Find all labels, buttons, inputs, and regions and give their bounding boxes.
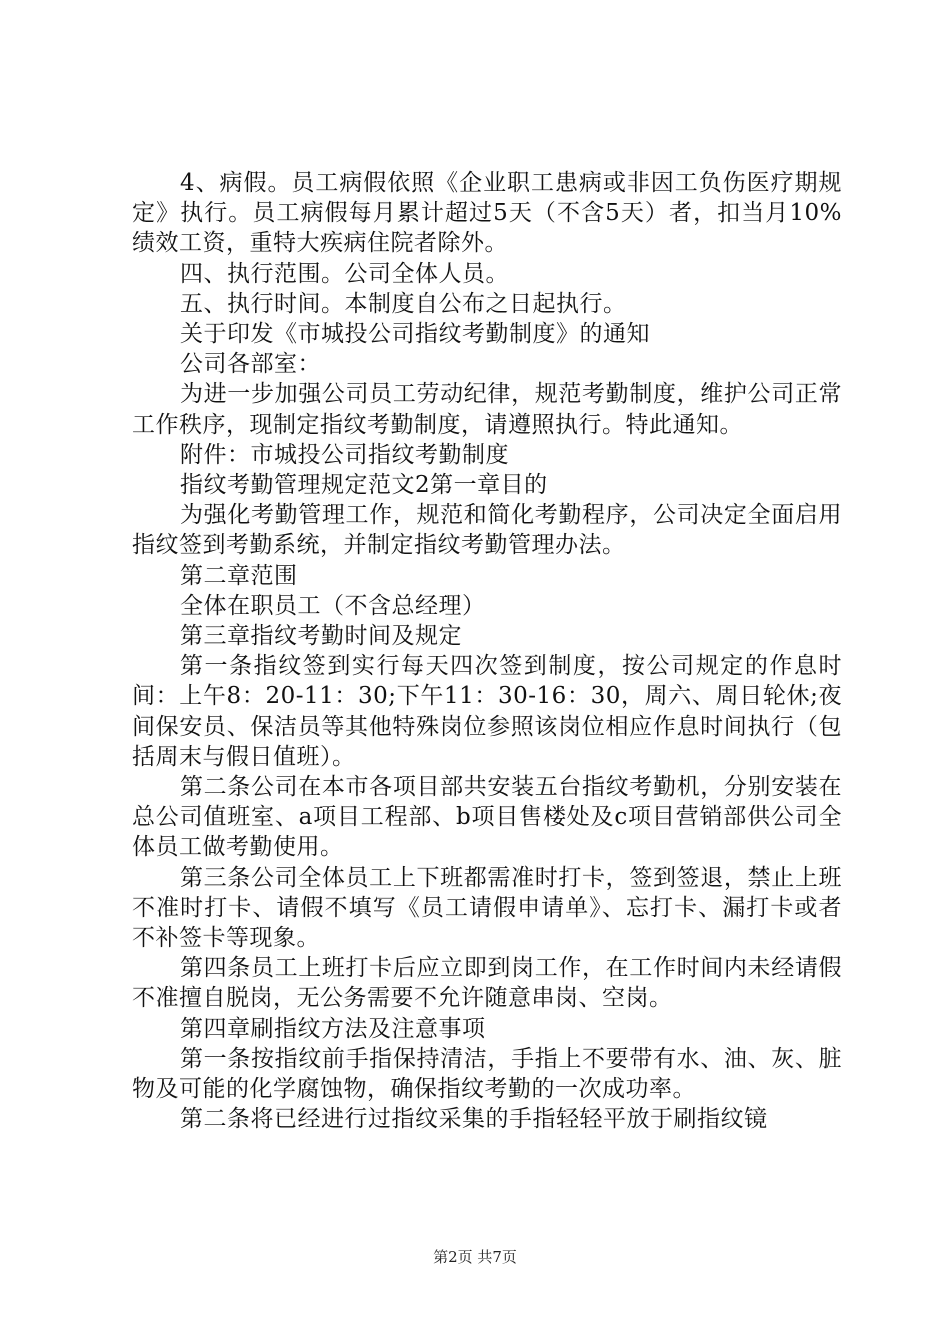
paragraph-ch4-article-2: 第二条将已经进行过指纹采集的手指轻轻平放于刷指纹镜: [180, 1106, 768, 1133]
paragraph-article-1: 第一条指纹签到实行每天四次签到制度，按公司规定的作息时间：上午8：20-11：30;下午11：30-16：30，周六、周日轮休;夜间保安员、保洁员等其他特殊岗位参照该岗位相应作息时间执行（包括周末与假日值班）。: [132, 653, 842, 770]
paragraph-sick-leave: 4、病假。员工病假依照《企业职工患病或非因工负伤医疗期规定》执行。员工病假每月累计超过5天（不含5天）者，扣当月10%绩效工资，重特大疾病住院者除外。: [132, 170, 842, 257]
paragraph-article-4: 第四条员工上班打卡后应立即到岗工作，在工作时间内未经请假不准擅自脱岗，无公务需要不允许随意串岗、空岗。: [132, 955, 842, 1012]
paragraph-attachment: 附件：市城投公司指纹考勤制度: [180, 441, 509, 468]
paragraph-article-2: 第二条公司在本市各项目部共安装五台指纹考勤机，分别安装在总公司值班室、a项目工程部、b项目售楼处及c项目营销部供公司全体员工做考勤使用。: [132, 774, 842, 861]
paragraph-addressee: 公司各部室：: [180, 351, 321, 378]
paragraph-article-3: 第三条公司全体员工上下班都需准时打卡，签到签退，禁止上班不准时打卡、请假不填写《员工请假申请单》、忘打卡、漏打卡或者不补签卡等现象。: [132, 864, 842, 952]
paragraph-chapter-2: 第二章范围: [180, 562, 298, 589]
paragraph-range: 全体在职员工（不含总经理）: [180, 592, 486, 619]
paragraph-chapter-1: 指纹考勤管理规定范文2第一章目的: [180, 472, 548, 499]
paragraph-notice-body: 为进一步加强公司员工劳动纪律，规范考勤制度，维护公司正常工作秩序，现制定指纹考勤制度，请遵照执行。特此通知。: [132, 381, 842, 438]
paragraph-chapter-3: 第三章指纹考勤时间及规定: [180, 623, 462, 650]
paragraph-purpose: 为强化考勤管理工作，规范和简化考勤程序，公司决定全面启用指纹签到考勤系统，并制定指纹考勤管理办法。: [132, 502, 842, 559]
paragraph-effective-time: 五、执行时间。本制度自公布之日起执行。: [180, 290, 627, 317]
document-body: [132, 168, 842, 1135]
paragraph-chapter-4: 第四章刷指纹方法及注意事项: [180, 1015, 486, 1042]
paragraph-ch4-article-1: 第一条按指纹前手指保持清洁，手指上不要带有水、油、灰、脏物及可能的化学腐蚀物，确保指纹考勤的一次成功率。: [132, 1045, 842, 1103]
paragraph-notice-title: 关于印发《市城投公司指纹考勤制度》的通知: [180, 321, 650, 348]
page-number-footer: 第2页 共7页: [433, 1248, 517, 1266]
paragraph-scope: 四、执行范围。公司全体人员。: [180, 260, 509, 287]
